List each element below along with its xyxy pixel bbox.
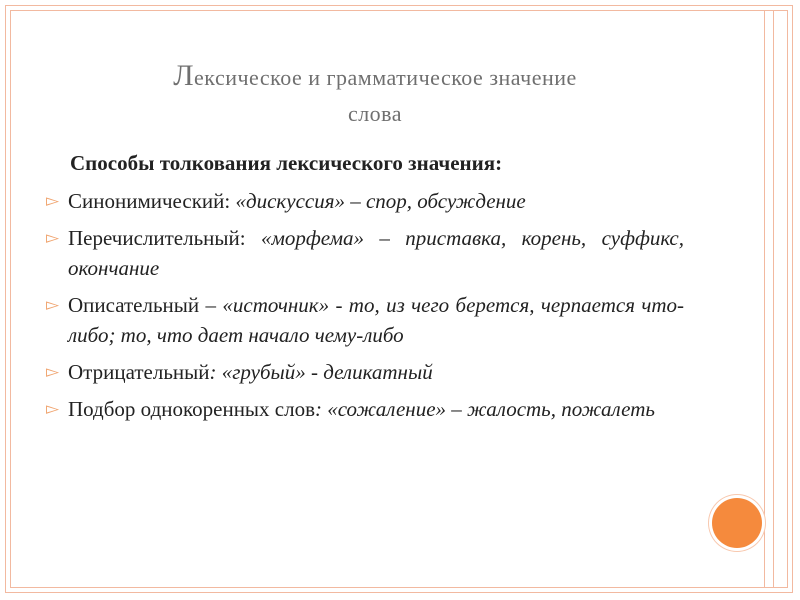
item-term: Перечислительный: — [68, 226, 261, 250]
list-item — [46, 290, 684, 350]
item-example: «источник» - то, из чего берется, черпается что-либо; то, что дает начало чему-либо — [68, 293, 684, 347]
slide-title — [60, 58, 690, 132]
orange-bullet-icon: ▻ — [46, 362, 60, 382]
orange-bullet-icon: ▻ — [46, 295, 60, 315]
list-item — [46, 223, 684, 283]
slide-content — [46, 148, 684, 431]
title-line2: слова — [347, 101, 403, 126]
title-initial: Л — [173, 59, 195, 92]
item-example: «морфема» – приставка, корень, суффикс, окончание — [68, 226, 684, 280]
orange-bullet-icon: ▻ — [46, 191, 60, 211]
item-term: Синонимический: — [68, 189, 236, 213]
item-example: «дискуссия» – спор, обсуждение — [235, 189, 526, 213]
list-item — [46, 357, 684, 387]
item-term: Подбор однокоренных слов — [68, 397, 316, 421]
right-decorative-band — [764, 10, 774, 588]
item-term: Описательный – — [68, 293, 223, 317]
orange-bullet-icon: ▻ — [46, 228, 60, 248]
item-example: : «сожаление» – жалость, пожалеть — [315, 397, 655, 421]
orange-circle-decoration — [712, 498, 762, 548]
item-example: : «грубый» - деликатный — [209, 360, 433, 384]
title-line1: ексическое и грамматическое значение — [194, 65, 577, 90]
orange-bullet-icon: ▻ — [46, 399, 60, 419]
method-list — [46, 186, 684, 424]
subheading: Способы толкования лексического значения: — [70, 151, 503, 175]
list-item — [46, 394, 684, 424]
list-item — [46, 186, 684, 216]
item-term: Отрицательный — [68, 360, 210, 384]
